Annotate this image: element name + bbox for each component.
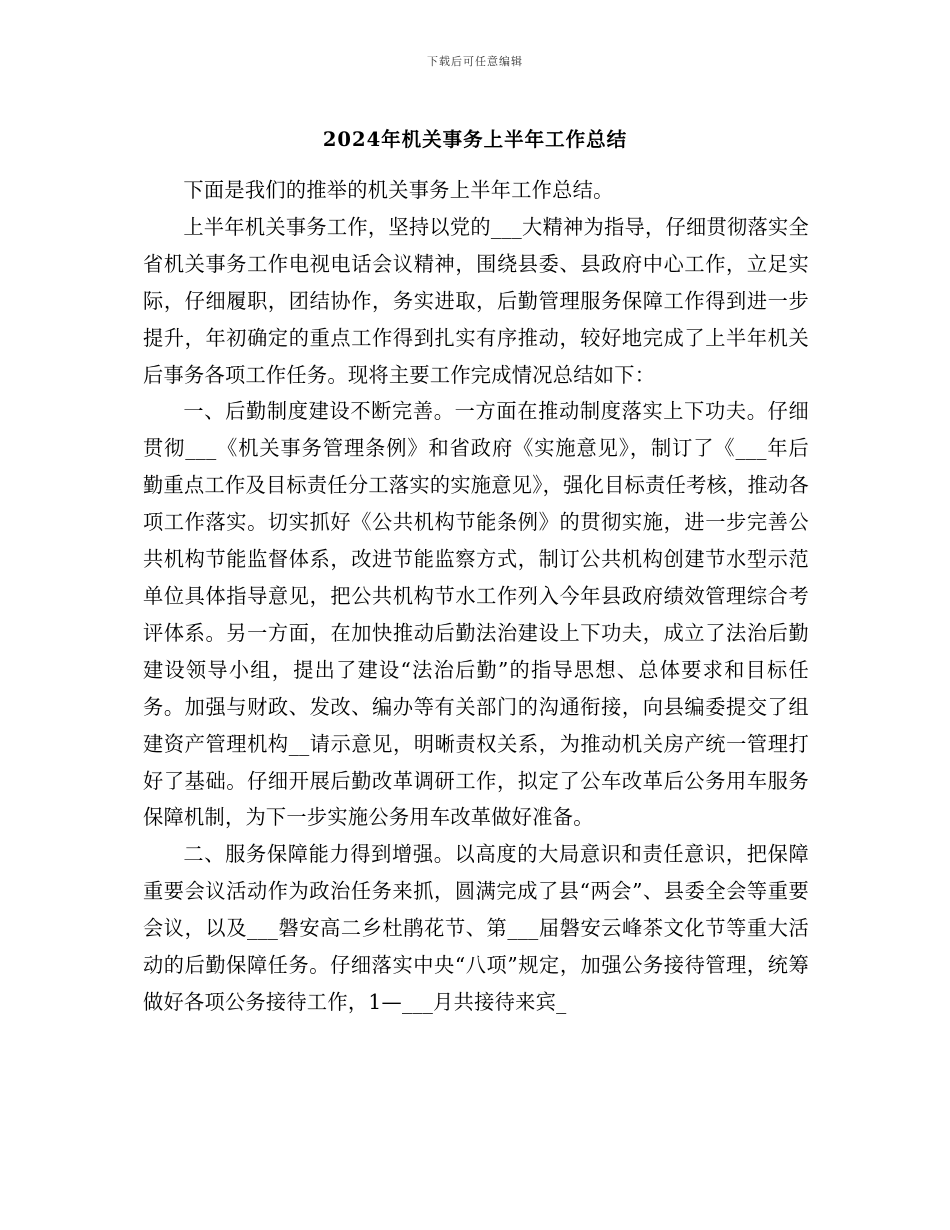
- paragraph-intro: 下面是我们的推举的机关事务上半年工作总结。: [183, 178, 614, 202]
- paragraph-overview: 上半年机关事务工作，坚持以党的___大精神为指导，仔细贯彻落实全省机关事务工作电视电话会议精神，围绕县委、县政府中心工作，立足实际，仔细履职，团结协作，务实进取，后勤管理服务保障工作得到进一步提升，年初确定的重点工作得到扎实有序推动，较好地完成了上半年机关后事务各项工作任务。现将主要工作完成情况总结如下：: [143, 214, 809, 387]
- page-header-note: 下载后可任意编辑: [427, 55, 523, 68]
- document-body: [143, 172, 809, 1021]
- document-title: 2024年机关事务上半年工作总结: [322, 128, 628, 151]
- paragraph-section-2: 二、服务保障能力得到增强。以高度的大局意识和责任意识，把保障重要会议活动作为政治任务来抓，圆满完成了县“两会”、县委全会等重要会议，以及___磐安高二乡杜鹃花节、第___届磐安云峰茶文化节等重大活动的后勤保障任务。仔细落实中央“八项”规定，加强公务接待管理，统筹做好各项公务接待工作，1—___月共接待来宾_: [143, 842, 809, 1014]
- paragraph-section-1: 一、后勤制度建设不断完善。一方面在推动制度落实上下功夫。仔细贯彻___《机关事务管理条例》和省政府《实施意见》，制订了《___年后勤重点工作及目标责任分工落实的实施意见》，强化目标责任考核，推动各项工作落实。切实抓好《公共机构节能条例》的贯彻实施，进一步完善公共机构节能监督体系，改进节能监察方式，制订公共机构创建节水型示范单位具体指导意见，把公共机构节水工作列入今年县政府绩效管理综合考评体系。另一方面，在加快推动后勤法治建设上下功夫，成立了法治后勤建设领导小组，提出了建设“法治后勤”的指导思想、总体要求和目标任务。加强与财政、发改、编办等有关部门的沟通衔接，向县编委提交了组建资产管理机构__请示意见，明晰责权关系，为推动机关房产统一管理打好了基础。仔细开展后勤改革调研工作，拟定了公车改革后公务用车服务保障机制，为下一步实施公务用车改革做好准备。: [143, 399, 809, 830]
